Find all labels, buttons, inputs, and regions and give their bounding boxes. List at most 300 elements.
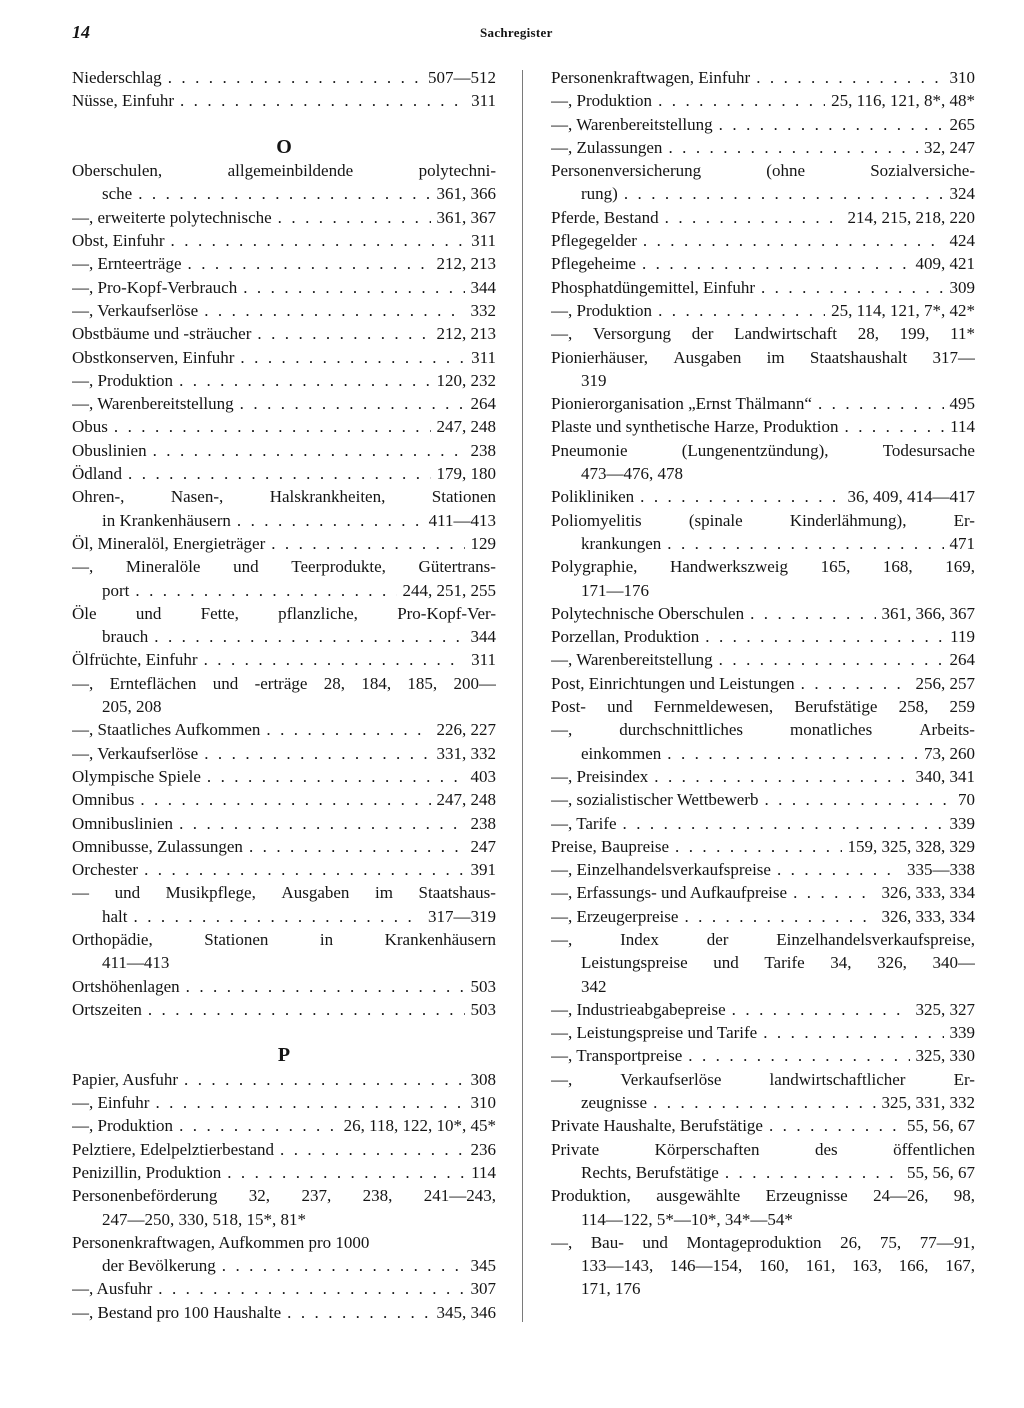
dot-leader <box>138 182 430 205</box>
word: Einzelhandelsverkaufspreise, <box>776 929 975 949</box>
dot-leader <box>725 1161 901 1184</box>
entry-page-refs: 503 <box>470 999 496 1019</box>
entry-page-refs: 325, 330 <box>915 1046 975 1066</box>
index-entry <box>72 975 496 998</box>
entry-page-refs: 324 <box>949 184 975 204</box>
dot-leader <box>654 765 909 788</box>
index-entry <box>72 159 496 182</box>
index-entry <box>551 415 975 438</box>
index-entry <box>72 1254 496 1277</box>
word: 28, <box>857 324 879 344</box>
word: Montageproduktion <box>686 1232 822 1252</box>
entry-term: —, Leistungspreise und Tarife <box>551 1023 758 1043</box>
index-entry <box>551 555 975 578</box>
entry-page-refs: 247, 248 <box>436 417 496 437</box>
entry-page-refs: 331, 332 <box>436 743 496 763</box>
index-entry: 171, 176 <box>581 1279 641 1299</box>
dot-leader <box>128 462 430 485</box>
entry-term: der Bevölkerung <box>102 1256 216 1276</box>
entry-term: port <box>102 580 130 600</box>
dot-leader <box>719 648 944 671</box>
word: Oberschulen, <box>72 161 163 181</box>
word: und <box>607 697 633 717</box>
index-entry <box>551 1021 975 1044</box>
word: 24—26, <box>873 1186 929 1206</box>
index-entry <box>72 392 496 415</box>
word: und <box>135 603 162 623</box>
dot-leader <box>665 206 842 229</box>
dot-leader <box>763 1021 943 1044</box>
word: 28, <box>323 673 345 693</box>
entry-page-refs: 339 <box>949 813 975 833</box>
index-entry <box>72 788 496 811</box>
word: 75, <box>879 1232 902 1252</box>
dot-leader <box>134 905 423 928</box>
entry-page-refs: 120, 232 <box>436 370 496 390</box>
entry-page-refs: 345 <box>470 1256 496 1276</box>
entry-page-refs: 411—413 <box>428 510 496 530</box>
entry-term: halt <box>102 906 128 926</box>
index-entry <box>72 1114 496 1137</box>
word: Berufstätige <box>794 697 878 717</box>
word: Bau- <box>590 1232 624 1252</box>
word: 200— <box>453 673 496 693</box>
entry-page-refs: 391 <box>470 860 496 880</box>
word: 77—91, <box>919 1232 975 1252</box>
index-entry <box>72 881 496 904</box>
index-entry <box>551 672 975 695</box>
word: Private <box>551 1139 600 1159</box>
index-entry <box>551 392 975 415</box>
entry-term: Preise, Baupreise <box>551 836 670 856</box>
index-entry <box>551 509 975 532</box>
index-entry <box>551 532 975 555</box>
index-entry: 319 <box>581 370 607 390</box>
entry-term: —, Warenbereitstellung <box>72 394 234 414</box>
entry-term: —, sozialistischer Wettbewerb <box>551 790 759 810</box>
index-entry: 342 <box>581 976 607 996</box>
word: Produktion, <box>551 1186 631 1206</box>
word: 326, <box>877 953 907 973</box>
word: 98, <box>953 1186 975 1206</box>
index-entry <box>551 89 975 112</box>
entry-page-refs: 247, 248 <box>436 790 496 810</box>
word: und <box>114 883 141 903</box>
entry-term: Omnibusse, Zulassungen <box>72 836 243 856</box>
entry-page-refs: 345, 346 <box>436 1302 496 1322</box>
entry-term: Obus <box>72 417 108 437</box>
dot-leader <box>801 672 910 695</box>
entry-page-refs: 36, 409, 414—417 <box>847 487 975 507</box>
entry-term: —, Produktion <box>72 370 174 390</box>
entry-page-refs: 325, 331, 332 <box>881 1093 975 1113</box>
entry-page-refs: 236 <box>470 1139 496 1159</box>
index-entry <box>72 555 496 578</box>
dot-leader <box>761 276 944 299</box>
index-entry <box>551 66 975 89</box>
entry-page-refs: 129 <box>470 533 496 553</box>
index-entry <box>551 113 975 136</box>
entry-term: Omnibuslinien <box>72 813 174 833</box>
entry-term: —, Bestand pro 100 Haushalte <box>72 1302 282 1322</box>
entry-page-refs: 119 <box>950 627 975 647</box>
entry-page-refs: 332 <box>470 300 496 320</box>
word: 163, <box>852 1256 882 1276</box>
entry-term: Obst, Einfuhr <box>72 231 165 251</box>
index-entry <box>551 951 975 974</box>
word: Landwirtschaft <box>734 324 838 344</box>
entry-term: —, Verkaufserlöse <box>72 300 199 320</box>
entry-term: Niederschlag <box>72 68 162 87</box>
entry-term: Polikliniken <box>551 487 635 507</box>
entry-term: —, erweiterte polytechnische <box>72 207 272 227</box>
word: Personenversicherung <box>551 161 702 181</box>
entry-page-refs: 325, 327 <box>915 999 975 1019</box>
index-entry <box>72 462 496 485</box>
index-entry <box>72 905 496 928</box>
index-entry <box>551 905 975 928</box>
dot-leader <box>688 1044 909 1067</box>
entry-page-refs: 317—319 <box>428 906 496 926</box>
word: allgemeinbildende <box>227 161 354 181</box>
index-entry: 247—250, 330, 518, 15*, 81* <box>102 1209 306 1229</box>
index-entry <box>551 1114 975 1137</box>
word: Pionierhäuser, <box>551 347 649 367</box>
index-column-right <box>551 66 975 1301</box>
entry-term: —, Zulassungen <box>551 137 663 157</box>
word: Tarife <box>764 953 805 973</box>
entry-term: Porzellan, Produktion <box>551 627 700 647</box>
word: —, <box>551 929 573 949</box>
entry-page-refs: 424 <box>949 231 975 251</box>
dot-leader <box>114 415 431 438</box>
word: (spinale <box>688 510 743 530</box>
entry-term: Ölfrüchte, Einfuhr <box>72 650 198 670</box>
word: 238, <box>362 1186 393 1206</box>
entry-term: Ödland <box>72 464 123 484</box>
entry-page-refs: 264 <box>470 394 496 414</box>
entry-term: —, Produktion <box>551 91 653 111</box>
entry-term: —, Erfassungs- und Aufkaufpreise <box>551 883 788 903</box>
entry-page-refs: 25, 116, 121, 8*, 48* <box>831 91 975 111</box>
word: öffentlichen <box>893 1139 975 1159</box>
entry-term: —, Warenbereitstellung <box>551 650 713 670</box>
entry-term: Ortszeiten <box>72 999 142 1019</box>
entry-page-refs: 361, 366 <box>436 184 496 204</box>
entry-page-refs: 264 <box>949 650 975 670</box>
entry-term: Omnibus <box>72 790 135 810</box>
dot-leader <box>623 812 944 835</box>
entry-page-refs: 256, 257 <box>915 673 975 693</box>
entry-page-refs: 265 <box>949 114 975 134</box>
entry-term: —, Staatliches Aufkommen <box>72 720 261 740</box>
entry-term: in Krankenhäusern <box>102 510 231 530</box>
word: 185, <box>407 673 438 693</box>
index-entry <box>72 602 496 625</box>
entry-page-refs: 310 <box>949 68 975 87</box>
word: —, <box>551 720 573 740</box>
entry-page-refs: 179, 180 <box>436 464 496 484</box>
index-entry <box>551 229 975 252</box>
entry-page-refs: 311 <box>471 91 496 111</box>
word: Fernmeldewesen, <box>653 697 774 717</box>
index-entry <box>72 299 496 322</box>
dot-leader <box>642 252 910 275</box>
word: Leistungspreise <box>581 953 688 973</box>
index-entry <box>551 1091 975 1114</box>
entry-page-refs: 507—512 <box>428 68 496 87</box>
dot-leader <box>684 905 875 928</box>
dot-leader <box>158 1277 464 1300</box>
index-entry <box>551 742 975 765</box>
word: 241—243, <box>423 1186 496 1206</box>
dot-leader <box>643 229 944 252</box>
entry-term: —, Tarife <box>551 813 617 833</box>
word: Musikpflege, <box>165 883 256 903</box>
word: (Lungenentzündung), <box>681 440 829 460</box>
word: — <box>72 883 89 903</box>
spacer <box>72 1021 496 1044</box>
word: 165, <box>820 557 851 577</box>
entry-term: Post, Einrichtungen und Leistungen <box>551 673 795 693</box>
entry-term: Pionierorganisation „Ernst Thälmann“ <box>551 394 812 414</box>
index-entry <box>551 1068 975 1091</box>
dot-leader <box>171 229 466 252</box>
dot-leader <box>249 835 465 858</box>
dot-leader <box>144 858 464 881</box>
word: —, <box>72 557 94 577</box>
word: Ausgaben <box>281 883 350 903</box>
word: 168, <box>882 557 913 577</box>
entry-page-refs: 326, 333, 334 <box>881 883 975 903</box>
index-entry <box>72 206 496 229</box>
entry-page-refs: 55, 56, 67 <box>907 1162 975 1182</box>
word: Handwerkszweig <box>669 557 788 577</box>
entry-page-refs: 471 <box>949 533 975 553</box>
index-entry <box>551 718 975 741</box>
entry-term: Obstkonserven, Einfuhr <box>72 347 235 367</box>
dot-leader <box>705 625 944 648</box>
entry-page-refs: 326, 333, 334 <box>881 906 975 926</box>
entry-page-refs: 238 <box>470 440 496 460</box>
index-entry <box>551 928 975 951</box>
entry-term: —, Transportpreise <box>551 1046 683 1066</box>
dot-leader <box>271 532 464 555</box>
entry-term: sche <box>102 184 133 204</box>
dot-leader <box>222 1254 465 1277</box>
entry-term: Orchester <box>72 860 139 880</box>
word: und <box>642 1232 668 1252</box>
index-entry <box>551 602 975 625</box>
word: Versorgung <box>592 324 672 344</box>
entry-term: krankungen <box>581 533 662 553</box>
entry-page-refs: 344 <box>470 627 496 647</box>
dot-leader <box>240 392 465 415</box>
dot-leader <box>135 579 396 602</box>
dot-leader <box>207 765 465 788</box>
page-number: 14 <box>72 22 90 42</box>
word: der <box>706 929 729 949</box>
word: 258, <box>898 697 929 717</box>
index-entry <box>551 1184 975 1207</box>
word: Post- <box>551 697 586 717</box>
word: und <box>212 673 239 693</box>
index-entry <box>551 788 975 811</box>
word: landwirtschaftlicher <box>769 1069 906 1089</box>
word: im <box>766 347 785 367</box>
dot-leader <box>280 1138 464 1161</box>
entry-term: —, Ernteerträge <box>72 254 182 274</box>
index-entry <box>72 485 496 508</box>
dot-leader <box>719 113 944 136</box>
entry-page-refs: 212, 213 <box>436 324 496 344</box>
entry-page-refs: 308 <box>470 1069 496 1089</box>
word: Staatshaushalt <box>809 347 908 367</box>
word: Halskrankheiten, <box>269 487 386 507</box>
index-entry <box>551 159 975 182</box>
dot-leader <box>140 788 430 811</box>
dot-leader <box>668 136 918 159</box>
index-entry: 473—476, 478 <box>581 464 683 484</box>
dot-leader <box>845 415 945 438</box>
word: monatliches <box>790 720 873 740</box>
dot-leader <box>756 66 943 89</box>
entry-term: —, Warenbereitstellung <box>551 114 713 134</box>
index-entry <box>72 182 496 205</box>
index-entry <box>72 346 496 369</box>
index-entry <box>72 858 496 881</box>
section-letter: P <box>277 1044 291 1067</box>
index-entry: 411—413 <box>102 953 170 973</box>
index-entry <box>551 182 975 205</box>
index-entry <box>551 1044 975 1067</box>
dot-leader <box>640 485 841 508</box>
word: Kinderlähmung), <box>789 510 907 530</box>
index-entry <box>551 346 975 369</box>
word: pflanzliche, <box>278 603 358 623</box>
dot-leader <box>240 346 465 369</box>
entry-term: Obuslinien <box>72 440 147 460</box>
word: des <box>814 1139 838 1159</box>
dot-leader <box>257 322 430 345</box>
index-entry <box>72 579 496 602</box>
index-entry <box>551 835 975 858</box>
entry-page-refs: 503 <box>470 976 496 996</box>
word: in <box>319 929 334 949</box>
index-entry <box>551 1138 975 1161</box>
word: Sozialversiche- <box>870 161 975 181</box>
index-entry <box>72 1138 496 1161</box>
entry-page-refs: 159, 325, 328, 329 <box>847 836 975 856</box>
word: -erträge <box>254 673 308 693</box>
word: Ernteflächen <box>109 673 197 693</box>
entry-term: Polytechnische Oberschulen <box>551 603 745 623</box>
dot-leader <box>204 648 466 671</box>
word: 317— <box>932 347 975 367</box>
index-entry: 171—176 <box>581 580 649 600</box>
entry-page-refs: 212, 213 <box>436 254 496 274</box>
word: 32, <box>248 1186 271 1206</box>
entry-page-refs: 55, 56, 67 <box>907 1116 975 1136</box>
word: (ohne <box>766 161 806 181</box>
entry-page-refs: 403 <box>470 766 496 786</box>
index-entry <box>551 322 975 345</box>
index-entry <box>551 299 975 322</box>
index-entry <box>72 765 496 788</box>
dot-leader <box>188 252 431 275</box>
entry-page-refs: 309 <box>949 277 975 297</box>
entry-term: Rechts, Berufstätige <box>581 1162 719 1182</box>
word: 259 <box>949 697 975 717</box>
dot-leader <box>204 299 464 322</box>
dot-leader <box>750 602 875 625</box>
index-entry <box>72 532 496 555</box>
dot-leader <box>624 182 944 205</box>
entry-page-refs: 238 <box>470 813 496 833</box>
dot-leader <box>237 509 423 532</box>
dot-leader <box>168 66 422 89</box>
index-entry <box>551 765 975 788</box>
dot-leader <box>155 1091 464 1114</box>
index-entry <box>551 812 975 835</box>
dot-leader <box>732 998 910 1021</box>
word: Poliomyelitis <box>551 510 642 530</box>
word: Mineralöle <box>125 557 201 577</box>
entry-page-refs: 25, 114, 121, 7*, 42* <box>831 300 975 320</box>
word: 167, <box>945 1256 975 1276</box>
dot-leader <box>653 1091 875 1114</box>
word: Ausgaben <box>673 347 742 367</box>
index-entry <box>72 322 496 345</box>
word: —, <box>551 324 573 344</box>
index-entry <box>72 835 496 858</box>
entry-term: Personenkraftwagen, Einfuhr <box>551 68 751 87</box>
index-entry <box>72 66 496 89</box>
word: Krankenhäusern <box>384 929 496 949</box>
word: 161, <box>805 1256 836 1276</box>
word: Polygraphie, <box>551 557 638 577</box>
index-entry <box>72 1161 496 1184</box>
index-entry <box>551 998 975 1021</box>
entry-term: Penizillin, Produktion <box>72 1162 222 1182</box>
entry-page-refs: 70 <box>958 790 975 810</box>
entry-page-refs: 339 <box>949 1023 975 1043</box>
entry-term: Öl, Mineralöl, Energieträger <box>72 533 266 553</box>
entry-term: zeugnisse <box>581 1093 648 1113</box>
index-entry <box>72 252 496 275</box>
entry-page-refs: 26, 118, 122, 10*, 45* <box>343 1116 496 1136</box>
index-entry <box>551 439 975 462</box>
index-entry <box>551 276 975 299</box>
index-entry <box>72 1091 496 1114</box>
dot-leader <box>184 1068 464 1091</box>
index-entry <box>551 485 975 508</box>
dot-leader <box>179 369 430 392</box>
entry-term: Pflegeheime <box>551 254 636 274</box>
entry-page-refs: 409, 421 <box>915 254 975 274</box>
index-entry <box>72 742 496 765</box>
word: Gütertrans- <box>418 557 496 577</box>
word: Pro-Kopf-Ver- <box>397 603 496 623</box>
entry-term: Pferde, Bestand <box>551 207 659 227</box>
index-entry <box>551 625 975 648</box>
word: Er- <box>953 510 975 530</box>
word: 166, <box>898 1256 929 1276</box>
entry-term: einkommen <box>581 743 662 763</box>
index-entry: 205, 208 <box>102 697 162 717</box>
entry-page-refs: 311 <box>471 347 496 367</box>
entry-term: —, Ausfuhr <box>72 1279 153 1299</box>
